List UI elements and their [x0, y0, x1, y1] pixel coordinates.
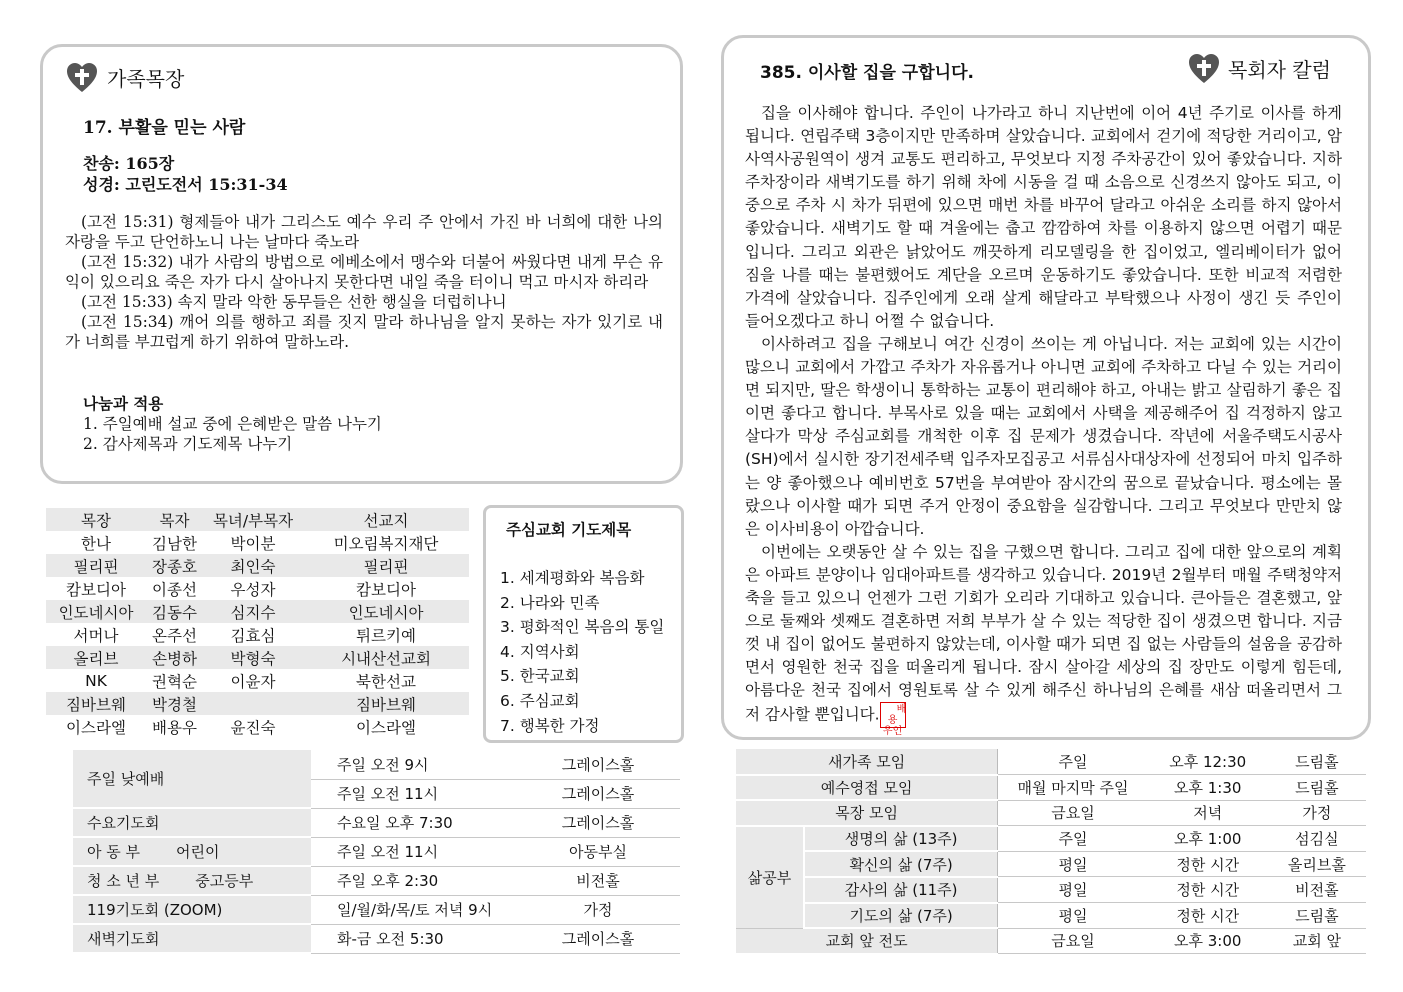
prayer-item: 3. 평화적인 복음의 통일	[500, 618, 665, 637]
col-header: 목녀/부목자	[203, 508, 303, 531]
table-row	[46, 554, 469, 577]
table-row	[736, 903, 1366, 929]
prayer-item: 7. 행복한 가정	[500, 716, 600, 735]
table-cell: 박이분	[230, 534, 276, 553]
event-cell: 평일	[998, 903, 1148, 929]
event-cell: 정한 시간	[1148, 903, 1268, 929]
table-cell: 최인숙	[203, 554, 303, 577]
paragraph: 집을 이사해야 합니다. 주인이 나가라고 하니 지난번에 이어 4년 주기로 이사를 하게 됩니다. 연립주택 3층이지만 만족하며 살았습니다. 교회에서 걷기에 적당한 거리이고, 암사역사공원역이 생겨 교통도 편리하고, 무엇보다 지정 주차공간이 있어 좋았습니다. 지하 주차장이라 새벽기도를 하기 위해 차에 시동을 걸 때 소음으로 신경쓰지 않아도 되고, 이중으로 주차 시 차가 뒤편에 있으면 매번 차를 바꾸어 달라고 아쉬운 소리를 하지 않아서 좋았습니다. 새벽기도 할 때 겨울에는 춥고 깜깜하여 차를 이용하지 않으면 어렵기 때문입니다. 그리고 외관은 낡았어도 깨끗하게 리모델링을 한 집이었고, 엘리베이터가 없어 짐을 나를 때는 불편했어도 계단을 오르며 운동하기도 좋았습니다. 또한 비교적 저렴한 가격에 살았습니다. 집주인에게 오래 살게 해달라고 부탁했으나 사정이 생긴 듯 주인이 들어오겠다고 하니 어쩔 수 없습니다.	[745, 104, 1342, 330]
verse: (고전 15:34) 깨어 의를 행하고 죄를 짓지 말라 하나님을 알지 못하는 자가 있기로 내가 너희를 부끄럽게 하기 위하여 말하노라.	[65, 313, 663, 351]
table-cell: 캄보디아	[356, 580, 416, 599]
table-cell: 짐바브웨	[303, 692, 469, 715]
service-label	[73, 837, 311, 866]
event-cell: 평일	[998, 851, 1148, 877]
family-title: 가족목장	[107, 67, 185, 91]
event-cell: 정한 시간	[1148, 851, 1268, 877]
table-cell: 심지수	[203, 600, 303, 623]
verse: (고전 15:31) 형제들아 내가 그리스도 예수 우리 주 안에서 가진 바 너희에 대한 나의 자랑을 두고 단언하노니 나는 날마다 죽노라	[65, 213, 663, 251]
table-row	[46, 531, 469, 554]
event-cell: 오후 3:00	[1148, 928, 1268, 954]
service-label	[73, 895, 311, 924]
event-name: 예수영접 모임	[736, 775, 998, 801]
table-cell: 온주선	[152, 626, 197, 645]
event-cell: 드림홀	[1268, 749, 1366, 775]
table-row	[73, 895, 680, 924]
heart-cross-icon	[65, 61, 99, 95]
event-cell: 오후 1:30	[1148, 775, 1268, 801]
table-cell: 한나	[81, 534, 111, 553]
event-cell: 비전홀	[1268, 877, 1366, 903]
table-cell: 필리핀	[46, 554, 146, 577]
table-cell: NK	[85, 671, 107, 690]
hymn: 찬송: 165장	[83, 154, 175, 173]
table-cell: 배용우	[152, 718, 197, 737]
share-item: 1. 주일예배 설교 중에 은혜받은 말씀 나누기	[83, 415, 382, 433]
event-cell: 가정	[1268, 800, 1366, 826]
hymn-info	[83, 153, 288, 195]
service-name: 수요기도회	[87, 814, 160, 832]
share-title: 나눔과 적용	[83, 394, 164, 413]
share-item: 2. 감사제목과 기도제목 나누기	[83, 435, 293, 453]
service-label	[73, 924, 311, 953]
service-sub: 중고등부	[195, 872, 254, 890]
prayer-item: 6. 주심교회	[500, 691, 580, 710]
event-cell: 주일	[998, 749, 1148, 775]
prayer-item: 5. 한국교회	[500, 667, 580, 686]
table-cell: 장종호	[146, 554, 203, 577]
service-sub: 어린이	[176, 843, 220, 861]
event-name: 교회 앞 전도	[736, 928, 998, 954]
table-cell: 권혁순	[152, 672, 197, 691]
column-title: 385. 이사할 집을 구합니다.	[760, 63, 974, 83]
verse: (고전 15:33) 속지 말라 악한 동무들은 선한 행실을 더럽히나니	[81, 293, 507, 311]
event-name: 목장 모임	[736, 800, 998, 826]
table-row	[73, 750, 680, 779]
table-cell: 서머나	[73, 626, 119, 645]
event-cell: 주일	[998, 826, 1148, 852]
table-row	[73, 837, 680, 866]
sunday-label: 주일 낮예배	[73, 750, 311, 808]
worship-schedule	[73, 750, 680, 954]
signature-seal: 배용 우인	[880, 702, 906, 728]
event-cell: 올리브홀	[1268, 851, 1366, 877]
event-name: 확신의 삶 (7주)	[804, 851, 998, 877]
table-row	[736, 851, 1366, 877]
share-section	[83, 394, 382, 454]
prayer-item: 4. 지역사회	[500, 642, 580, 661]
place: 그레이스홀	[516, 750, 680, 779]
table-cell: 손병하	[146, 646, 203, 669]
service-name: 119기도회 (ZOOM)	[87, 901, 223, 919]
paragraph-text: 이번에는 오랫동안 살 수 있는 집을 구했으면 합니다. 그리고 집에 대한 앞으로의 계획은 아파트 분양이나 임대아파트를 생각하고 있습니다. 2019년 2월부터 매월 주택청약저축을 들고 있으니 언젠가 그런 기회가 오리라 기대하고 있습니다. 큰아들은 결혼했고, 앞으로 둘째와 셋째도 결혼하면 저희 부부가 살 수 있는 적당한 집이 생겼으면 합니다. 지금껏 내 집이 없어도 불편하지 않았는데, 이사할 때가 되면 집 없는 사람들의 설움을 공감하면서 영원한 천국 집을 떠올리게 됩니다. 잠시 살아갈 세상의 집 장만도 이렇게 힘든데, 아름다운 천국 집에서 영원토록 살 수 있게 해주신 하나님의 은혜를 새삼 떠올리면서 그저 감사할 뿐입니다.	[745, 542, 1342, 724]
prayer-title: 주심교회 기도제목	[506, 521, 632, 539]
table-cell: 짐바브웨	[46, 692, 146, 715]
col-header: 목장	[46, 508, 146, 531]
pastor-column-box	[721, 35, 1371, 740]
event-cell: 섬김실	[1268, 826, 1366, 852]
table-cell: 시내산선교회	[303, 646, 469, 669]
scripture: 성경: 고린도전서 15:31-34	[83, 175, 288, 194]
event-cell: 드림홀	[1268, 903, 1366, 929]
time: 주일 오전 11시	[311, 837, 516, 866]
table-cell: 이종선	[152, 580, 197, 599]
table-row	[46, 715, 469, 738]
table-cell: 인도네시아	[303, 600, 469, 623]
service-label	[73, 808, 311, 837]
table-cell: 미오림복지재단	[333, 534, 439, 553]
table-row	[46, 692, 469, 715]
prayer-item: 2. 나라와 민족	[500, 593, 600, 612]
event-cell: 금요일	[998, 928, 1148, 954]
col-header: 목자	[146, 508, 203, 531]
table-cell: 박형숙	[203, 646, 303, 669]
table-cell: 김동수	[146, 600, 203, 623]
table-header-row	[46, 508, 469, 531]
place: 비전홀	[516, 866, 680, 895]
paragraph: 이사하려고 집을 구해보니 여간 신경이 쓰이는 게 아닙니다. 저는 교회에 있는 시간이 많으니 교회에서 가깝고 주차가 자유롭거나 아니면 교회에 주차하고 다닐 수 있는 거리이면 되지만, 딸은 학생이니 통학하는 교통이 편리해야 하고, 아내는 밝고 살림하기 좋은 집이면 좋다고 합니다. 부목사로 있을 때는 교회에서 사택을 제공해주어 집 걱정하지 않고 살다가 막상 주심교회를 개척한 이후 집 문제가 생겼습니다. 작년에 서울주택도시공사(SH)에서 실시한 장기전세주택 입주자모집공고 서류심사대상자에 선정되어 마치 입주하는 양 좋아했으나 예비번호 57번을 부여받아 잠시간의 꿈으로 끝났습니다. 평소에는 몰랐으나 이사할 때가 되면 주거 안정이 중요함을 실감합니다. 그리고 무엇보다 만만치 않은 이사비용이 아깝습니다.	[745, 334, 1342, 538]
place: 그레이스홀	[516, 779, 680, 808]
table-row	[73, 924, 680, 953]
verse: (고전 15:32) 내가 사람의 방법으로 에베소에서 맹수와 더불어 싸웠다면 내게 무슨 유익이 있으리요 죽은 자가 다시 살아나지 못한다면 내일 죽을 터이니 먹고 마시자 하리라	[65, 253, 663, 291]
table-cell: 필리핀	[303, 554, 469, 577]
event-name: 새가족 모임	[736, 749, 998, 775]
event-cell: 정한 시간	[1148, 877, 1268, 903]
service-name: 아 동 부	[87, 843, 141, 861]
time: 주일 오후 2:30	[311, 866, 516, 895]
column-label: 목회자 칼럼	[1228, 58, 1331, 82]
table-row	[46, 600, 469, 623]
table-row	[46, 669, 469, 692]
family-group-box	[40, 44, 683, 484]
table-cell: 튀르키예	[356, 626, 416, 645]
time: 주일 오전 11시	[311, 779, 516, 808]
event-cell: 오후 12:30	[1148, 749, 1268, 775]
event-cell: 교회 앞	[1268, 928, 1366, 954]
missions-table	[46, 508, 469, 738]
event-name: 기도의 삶 (7주)	[804, 903, 998, 929]
place: 그레이스홀	[516, 808, 680, 837]
table-cell: 이스라엘	[66, 718, 126, 737]
table-cell: 김남한	[152, 534, 197, 553]
group-label: 삶공부	[736, 826, 804, 928]
scripture-verses	[65, 212, 663, 352]
heart-cross-icon	[1187, 52, 1221, 86]
place: 그레이스홀	[516, 924, 680, 953]
time: 화-금 오전 5:30	[311, 924, 516, 953]
table-cell: 북한선교	[356, 672, 416, 691]
time: 수요일 오후 7:30	[311, 808, 516, 837]
table-row	[73, 866, 680, 895]
lesson-title: 17. 부활을 믿는 사람	[83, 118, 246, 138]
prayer-item: 1. 세계평화와 복음화	[500, 569, 645, 587]
table-row	[736, 775, 1366, 801]
service-name: 새벽기도회	[87, 930, 160, 948]
place: 가정	[516, 895, 680, 924]
table-row	[73, 808, 680, 837]
table-row	[46, 646, 469, 669]
event-cell: 드림홀	[1268, 775, 1366, 801]
table-cell: 캄보디아	[66, 580, 126, 599]
col-header: 선교지	[303, 508, 469, 531]
table-row	[736, 877, 1366, 903]
paragraph	[745, 541, 1342, 738]
prayer-list	[500, 566, 664, 738]
prayer-box	[483, 505, 684, 743]
place: 아동부실	[516, 837, 680, 866]
table-row	[46, 623, 469, 646]
table-row	[736, 749, 1366, 775]
column-body	[745, 102, 1342, 738]
table-cell: 윤진숙	[230, 718, 276, 737]
service-label	[73, 866, 311, 895]
table-cell: 이스라엘	[356, 718, 416, 737]
event-cell: 매월 마지막 주일	[998, 775, 1148, 801]
event-cell: 평일	[998, 877, 1148, 903]
events-schedule	[736, 749, 1366, 955]
event-cell: 금요일	[998, 800, 1148, 826]
event-cell: 저녁	[1148, 800, 1268, 826]
table-cell: 올리브	[46, 646, 146, 669]
table-cell: 박경철	[146, 692, 203, 715]
table-row	[46, 577, 469, 600]
table-row	[736, 928, 1366, 954]
table-row	[736, 800, 1366, 826]
table-row	[736, 826, 1366, 852]
event-name: 생명의 삶 (13주)	[804, 826, 998, 852]
event-cell: 오후 1:00	[1148, 826, 1268, 852]
table-cell: 이윤자	[230, 672, 276, 691]
table-cell: 우성자	[230, 580, 276, 599]
event-name: 감사의 삶 (11주)	[804, 877, 998, 903]
table-cell: 김효심	[230, 626, 276, 645]
time: 주일 오전 9시	[311, 750, 516, 779]
table-cell	[203, 692, 303, 715]
time: 일/월/화/목/토 저녁 9시	[311, 895, 516, 924]
service-name: 청 소 년 부	[87, 872, 160, 890]
table-cell: 인도네시아	[46, 600, 146, 623]
